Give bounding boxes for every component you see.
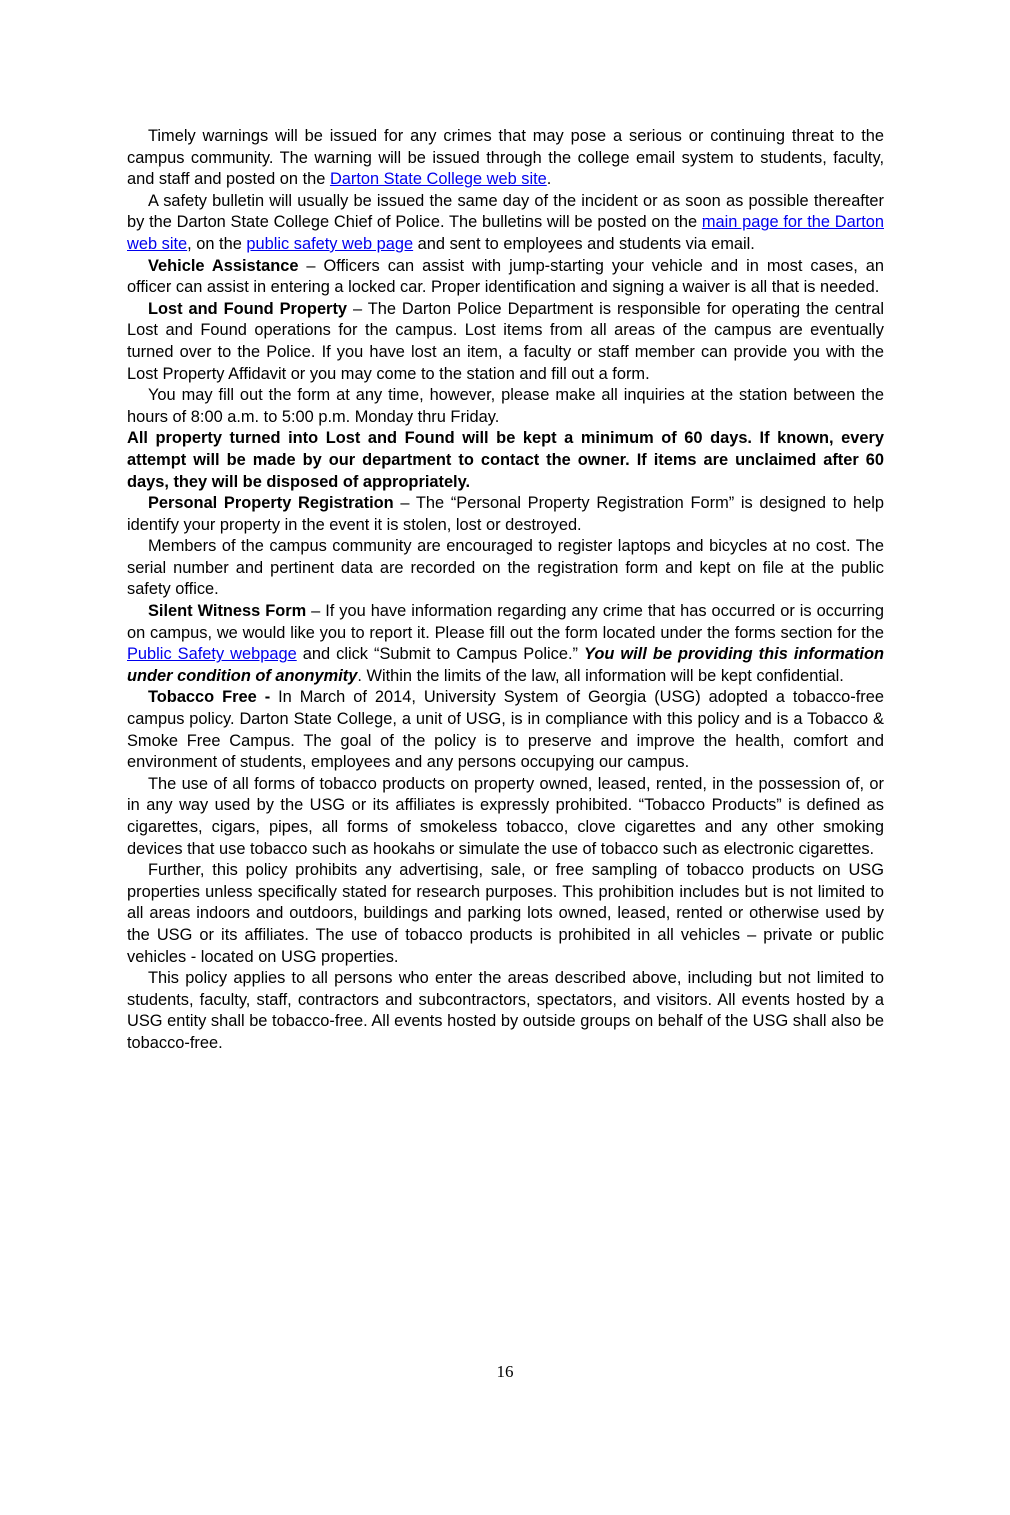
property-registration-heading: Personal Property Registration [148, 494, 394, 513]
darton-web-site-link[interactable]: Darton State College web site [329, 170, 547, 189]
page-number: 16 [496, 1362, 514, 1381]
silent-witness-text: – If you have information regarding any crime that has occurred or is occurring on campus, we would like you to report it. Please fill out the form located under the forms section for the [127, 602, 884, 642]
property-registration-text: – The “Personal Property Registration Form” is designed to help identify your property in the event it is stolen, lost or destroyed. [127, 494, 884, 534]
public-safety-web-page-link[interactable]: public safety web page [246, 234, 414, 253]
tobacco-free-text: In March of 2014, University System of Georgia (USG) adopted a tobacco-free campus policy. Darton State College, a unit of USG, is in compliance with this policy and is a Tobacco & Smoke Free Campus. The goal of the policy is to preserve and improve the health, comfort and environment of students, employees and any persons occupying our campus. [127, 688, 884, 772]
safety-bulletin-paragraph [127, 191, 884, 256]
vehicle-assistance-text: – Officers can assist with jump-starting your vehicle and in most cases, an officer can assist in entering a locked car. Proper identification and signing a waiver is all that is needed. [127, 256, 884, 297]
timely-warnings-paragraph [127, 126, 884, 191]
tobacco-free-paragraph [127, 687, 884, 773]
tobacco-products-paragraph: The use of all forms of tobacco products on property owned, leased, rented, in the possession of, or in any way used by the USG or its affiliates is expressly prohibited. “Tobacco Products” is defined as cigarettes, cigars, pipes, all forms of smokeless tobacco, clove cigarettes and any other smoking devices that use tobacco such as hookahs or simulate the use of tobacco such as electronic cigarettes. [127, 774, 884, 858]
lost-found-retention-notice: All property turned into Lost and Found will be kept a minimum of 60 days. If known, every attempt will be made by our department to contact the owner. If items are unclaimed after 60 days, they will be disposed of appropriately. [127, 429, 884, 491]
silent-witness-heading: Silent Witness Form [148, 602, 307, 621]
document-body [127, 126, 884, 1055]
silent-witness-text-mid: and click “Submit to Campus Police.” [296, 645, 584, 664]
safety-bulletin-text: A safety bulletin will usually be issued the same day of the incident or as soon as possible thereafter by the Darton State College Chief of Police. The bulletins will be posted on the [127, 191, 884, 232]
lost-found-heading: Lost and Found Property [148, 299, 348, 318]
tobacco-applies-paragraph: This policy applies to all persons who enter the areas described above, including but not limited to students, faculty, staff, contractors and subcontractors, spectators, and visitors. All events hosted by a USG entity shall be tobacco-free. All events hosted by outside groups on behalf of the USG shall also be tobacco-free. [127, 969, 884, 1052]
safety-bulletin-text-mid: , on the [187, 234, 247, 253]
timely-warnings-text-end: . [546, 170, 552, 189]
silent-witness-anonymity-emphasis: You will be providing this information under condition of anonymity [127, 645, 884, 685]
tobacco-advertising-paragraph: Further, this policy prohibits any advertising, sale, or free sampling of tobacco products on USG properties unless specifically stated for research purposes. This prohibition includes but is not limited to all areas indoors and outdoors, buildings and parking lots owned, leased, rented or otherwise used by the USG or its affiliates. The use of tobacco products is prohibited in all vehicles – private or public vehicles - located on USG properties. [127, 861, 884, 966]
darton-main-page-link[interactable]: main page for the Darton web site [127, 213, 884, 253]
lost-found-paragraph [127, 299, 884, 385]
lost-found-text: – The Darton Police Department is responsible for operating the central Lost and Found operations for the campus. Lost items from all areas of the campus are eventually turned over to the Police. If you have lost an item, a faculty or staff member can provide you with the Lost Property Affidavit or you may come to the station and fill out a form. [127, 299, 884, 383]
timely-warnings-text: Timely warnings will be issued for any crimes that may pose a serious or continuing threat to the campus community. The warning will be issued through the college email system to students, faculty, and staff and posted on the [127, 127, 884, 189]
safety-bulletin-text-end: and sent to employees and students via email. [413, 234, 755, 253]
silent-witness-text-end: . Within the limits of the law, all information will be kept confidential. [357, 666, 844, 685]
silent-witness-paragraph [127, 601, 884, 687]
vehicle-assistance-paragraph [127, 256, 884, 299]
lost-found-inquiries-paragraph: You may fill out the form at any time, however, please make all inquiries at the station between the hours of 8:00 a.m. to 5:00 p.m. Monday thru Friday. [127, 386, 884, 426]
tobacco-free-heading: Tobacco Free - [148, 688, 279, 707]
vehicle-assistance-heading: Vehicle Assistance [148, 256, 299, 275]
public-safety-webpage-link[interactable]: Public Safety webpage [127, 645, 297, 664]
property-registration-members-paragraph: Members of the campus community are encouraged to register laptops and bicycles at no cost. The serial number and pertinent data are recorded on the registration form and kept on file at the public safety office. [127, 537, 884, 599]
property-registration-paragraph [127, 493, 884, 536]
